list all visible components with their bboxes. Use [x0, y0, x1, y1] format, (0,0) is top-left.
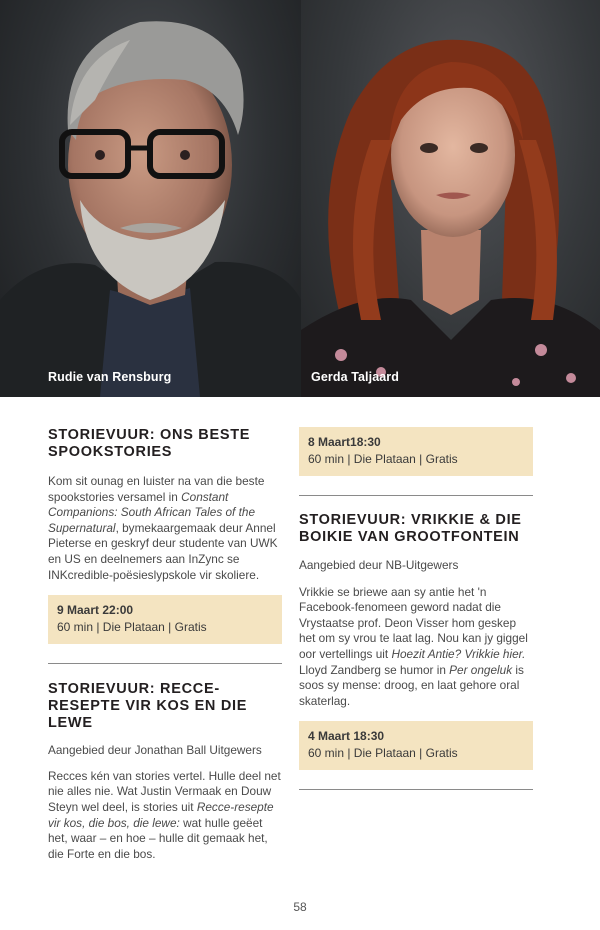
photo-rudie-van-rensburg [0, 0, 301, 397]
desc-text: Recces kén van stories vertel. Hulle deel net nie alles nie. Wat Justin Vermaak en Douw Steyn wel deel, is stories uit [48, 768, 281, 814]
page-number: 58 [293, 900, 307, 914]
event-vrikkie-presenter: Aangebied deur NB-Uitgewers [299, 558, 459, 572]
portrait-woman-illustration [301, 0, 600, 397]
event-vrikkie-title: STORIEVUUR: VRIKKIE & DIE BOIKIE VAN GROOTFONTEIN [299, 512, 522, 545]
event-spookstories-info-box [48, 595, 282, 644]
section-divider [48, 663, 282, 664]
right-column [299, 397, 533, 790]
event-top-info-box [299, 427, 533, 476]
book-title: Recce-resepte vir kos, die bos, die lewe: [48, 799, 274, 830]
event-details: 60 min | Die Plataan | Gratis [308, 746, 458, 761]
event-date: 8 Maart18:30 [308, 435, 381, 449]
desc-text: Lloyd Zandberg se humor in [299, 662, 450, 677]
photo-gerda-taljaard [301, 0, 600, 397]
photo-caption-right: Gerda Taljaard [311, 370, 400, 384]
event-recce-resepte-presenter: Aangebied deur Jonathan Ball Uitgewers [48, 743, 262, 758]
book-title: Constant Companions: South African Tales of the Supernatural [48, 489, 256, 535]
event-details: 60 min | Die Plataan | Gratis [57, 620, 207, 635]
event-vrikkie-info-box [299, 721, 533, 770]
desc-text: Vrikkie se briewe aan sy antie het 'n Facebook-fenomeen geword nadat die Vrystaatse prof. Deon Visser hom geskep het om sy vrou te laat lag. Nou kan jy giggel oor vertellings uit [299, 584, 528, 661]
book-title: Per ongeluk [449, 662, 513, 677]
event-date: 4 Maart 18:30 [308, 729, 385, 744]
desc-text: wat hulle geëet het, waar – en hoe – hulle dit gemaak het, die Forte en die bos. [48, 815, 268, 861]
event-spookstories-description [48, 474, 282, 583]
event-spookstories-title: STORIEVUUR: ONS BESTE SPOOKSTORIES [48, 427, 251, 460]
desc-text: is soos sy mense: droog, en laat gehore oral skaterlag. [299, 662, 524, 708]
book-title: Hoezit Antie? Vrikkie hier. [391, 646, 526, 661]
section-divider [299, 495, 533, 496]
portrait-man-illustration [0, 0, 301, 397]
desc-text: Kom sit ounag en luister na van die beste spookstories versamel in [48, 474, 265, 504]
event-details: 60 min | Die Plataan | Gratis [308, 452, 458, 466]
desc-text: , bymekaargemaak deur Annel Pieterse en geskryf deur studente van UWK en US en deelnemers aan InZync se INKcredible-poësieslypskole vir skoliere. [48, 520, 278, 582]
left-column [48, 397, 282, 862]
event-recce-resepte-description [48, 769, 282, 863]
photo-caption-left: Rudie van Rensburg [48, 370, 172, 384]
event-date: 9 Maart 22:00 [57, 603, 134, 618]
event-vrikkie-description [299, 585, 533, 710]
event-recce-resepte-title: STORIEVUUR: RECCE-RESEPTE VIR KOS EN DIE LEWE [48, 681, 248, 732]
section-divider [299, 789, 533, 790]
